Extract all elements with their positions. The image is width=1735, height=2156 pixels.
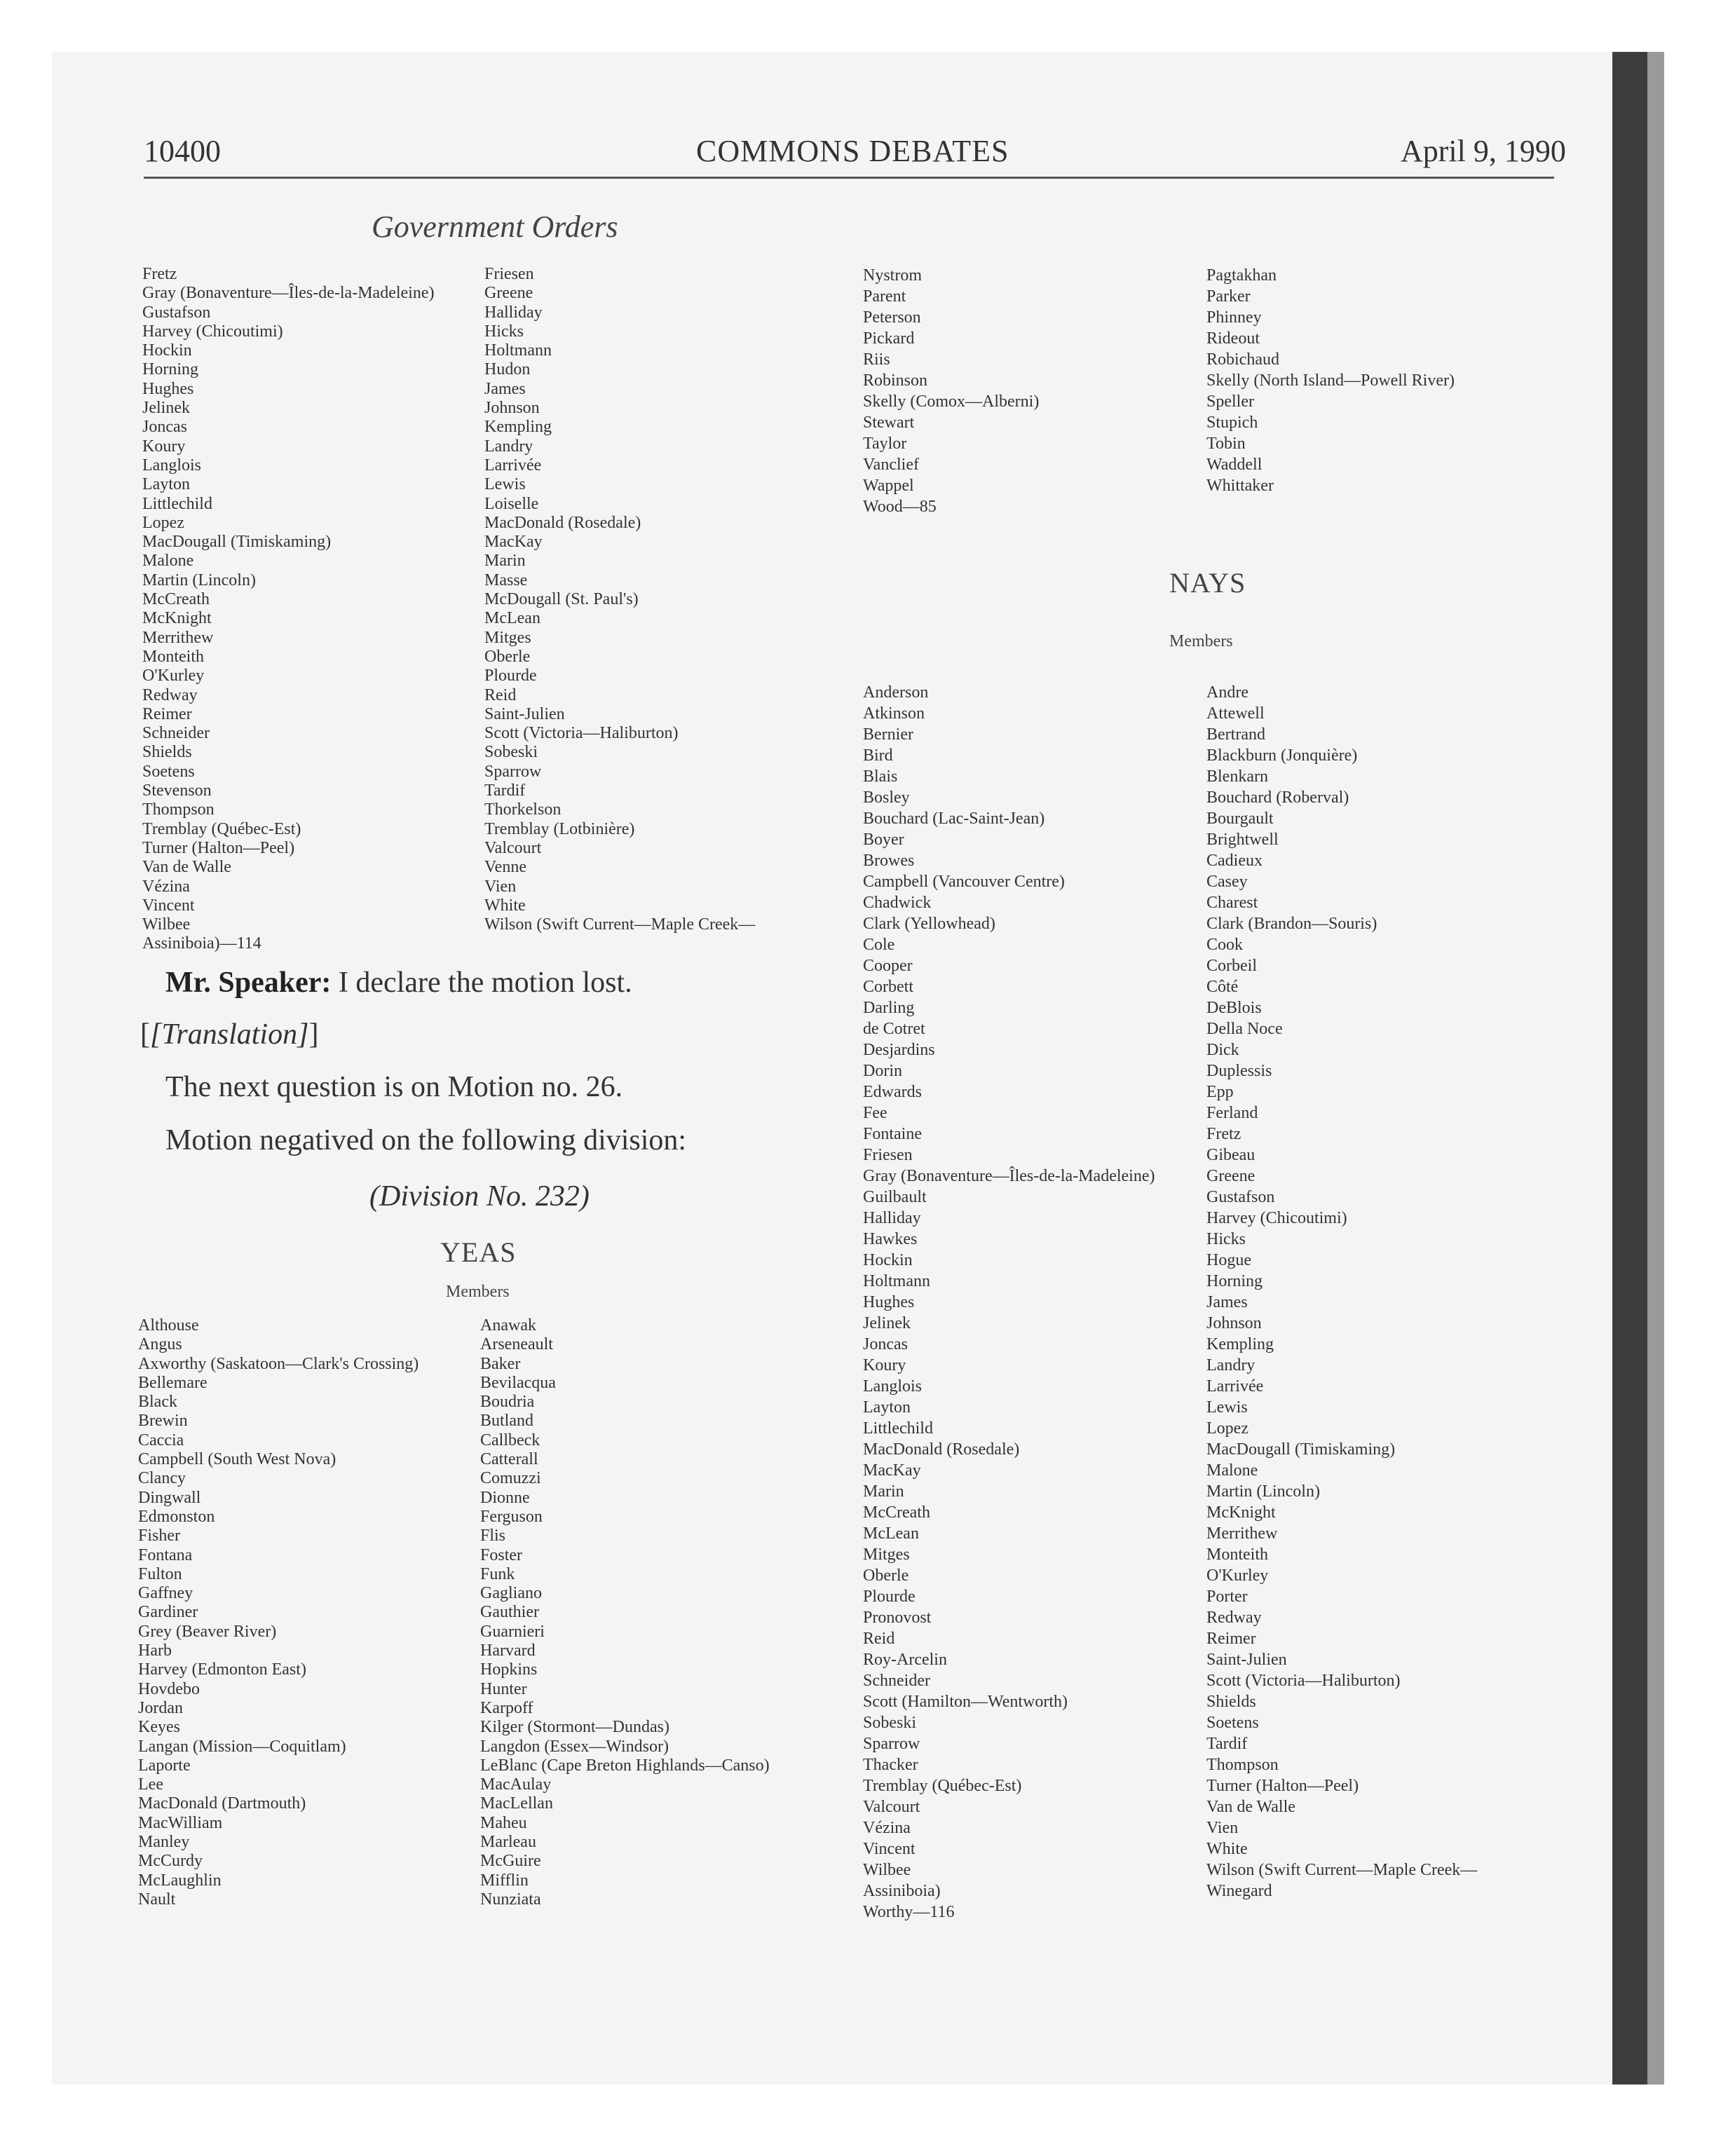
member-name: Boudria	[480, 1393, 535, 1412]
member-name: Cadieux	[1206, 852, 1263, 870]
member-name: Martin (Lincoln)	[1206, 1482, 1320, 1501]
page-number: 10400	[144, 134, 221, 168]
member-name: Stupich	[1206, 414, 1258, 432]
member-name: Manley	[138, 1833, 190, 1852]
member-name: Thompson	[142, 800, 215, 819]
member-name: Gauthier	[480, 1603, 539, 1622]
member-name: O'Kurley	[142, 667, 205, 685]
member-name: Larrivée	[1206, 1377, 1264, 1396]
member-name: Merrithew	[142, 628, 214, 647]
member-name: Langan (Mission—Coquitlam)	[138, 1737, 346, 1756]
member-name: Schneider	[863, 1672, 930, 1690]
member-name: Dick	[1206, 1041, 1239, 1059]
member-name: Vincent	[142, 896, 195, 915]
member-name: Layton	[863, 1398, 911, 1417]
member-name: Layton	[142, 475, 190, 494]
member-name: Bird	[863, 746, 893, 765]
member-name: Brewin	[138, 1412, 188, 1431]
member-name: Anawak	[480, 1316, 536, 1335]
member-name: Thacker	[863, 1756, 918, 1774]
member-name: Sobeski	[484, 743, 538, 762]
member-name: Oberle	[484, 647, 531, 666]
member-name: Fretz	[1206, 1125, 1241, 1143]
member-name: Valcourt	[484, 838, 542, 857]
member-name: Gardiner	[138, 1603, 198, 1622]
member-name: Marin	[863, 1482, 904, 1501]
member-name: Harb	[138, 1642, 172, 1660]
member-name: Arseneault	[480, 1335, 553, 1354]
member-name: Bouchard (Roberval)	[1206, 789, 1349, 807]
member-name: Dionne	[480, 1488, 530, 1507]
member-name: Fisher	[138, 1527, 180, 1546]
member-name: Brightwell	[1206, 831, 1279, 849]
member-name: Langlois	[863, 1377, 922, 1396]
member-name: Stevenson	[142, 782, 212, 800]
member-name: Gaffney	[138, 1584, 193, 1603]
member-name: Caccia	[138, 1431, 184, 1449]
member-name: Reimer	[142, 704, 192, 723]
header-rule	[144, 177, 1554, 179]
member-name: Horning	[1206, 1272, 1263, 1290]
member-name: Skelly (North Island—Powell River)	[1206, 371, 1455, 390]
member-name: Plourde	[863, 1588, 916, 1606]
member-name: Sparrow	[484, 762, 542, 781]
page-edge-shadow	[1612, 52, 1647, 2085]
member-name: Cole	[863, 936, 895, 954]
member-name: Turner (Halton—Peel)	[1206, 1777, 1359, 1795]
member-name: Horning	[142, 360, 198, 379]
member-name: Johnson	[1206, 1314, 1262, 1332]
member-name: Pronovost	[863, 1609, 932, 1627]
member-name: Blackburn (Jonquière)	[1206, 746, 1358, 765]
member-name: Darling	[863, 999, 915, 1017]
member-name: Clark (Yellowhead)	[863, 915, 995, 933]
member-name: Saint-Julien	[484, 704, 565, 723]
publication-date: April 9, 1990	[1401, 134, 1566, 168]
member-name: Della Noce	[1206, 1020, 1283, 1038]
section-title: Government Orders	[372, 210, 618, 244]
member-name: Parent	[863, 287, 906, 306]
member-name: Worthy—116	[863, 1903, 955, 1921]
member-name: Foster	[480, 1546, 522, 1564]
member-name: Halliday	[863, 1209, 921, 1227]
member-name: Rideout	[1206, 329, 1260, 348]
member-name: Hockin	[863, 1251, 913, 1269]
member-name: Holtmann	[484, 341, 552, 360]
member-name: Greene	[484, 284, 533, 303]
member-name: Roy-Arcelin	[863, 1651, 947, 1669]
member-name: Nystrom	[863, 266, 922, 285]
member-name: LeBlanc (Cape Breton Highlands—Canso)	[480, 1756, 770, 1775]
member-name: O'Kurley	[1206, 1567, 1269, 1585]
member-name: Nunziata	[480, 1890, 541, 1909]
member-name: Waddell	[1206, 456, 1263, 474]
member-name: Campbell (South West Nova)	[138, 1450, 336, 1469]
member-name: Thorkelson	[484, 800, 562, 819]
member-name: McCreath	[863, 1503, 930, 1522]
member-name: Reimer	[1206, 1630, 1256, 1648]
member-name: Tobin	[1206, 435, 1246, 453]
member-name: Fee	[863, 1104, 887, 1122]
member-name: Funk	[480, 1564, 515, 1583]
member-name: Gibeau	[1206, 1146, 1256, 1164]
member-name: Hicks	[1206, 1230, 1246, 1248]
prior-yeas-column-4	[1206, 265, 1455, 496]
member-name: Epp	[1206, 1083, 1234, 1101]
member-name: Riis	[863, 350, 890, 369]
member-name: Tardif	[1206, 1735, 1248, 1753]
member-name: Scott (Victoria—Haliburton)	[484, 724, 679, 743]
member-name: Kilger (Stormont—Dundas)	[480, 1718, 669, 1737]
member-name: Nault	[138, 1890, 176, 1909]
member-name: de Cotret	[863, 1020, 925, 1038]
translation-marker: [[Translation]]	[140, 1018, 319, 1051]
member-name: Casey	[1206, 873, 1248, 891]
member-name: Chadwick	[863, 894, 932, 912]
member-name: Redway	[1206, 1609, 1262, 1627]
member-name: Holtmann	[863, 1272, 930, 1290]
member-name: Tardif	[484, 782, 526, 800]
prior-yeas-column-1	[142, 265, 434, 954]
member-name: Larrivée	[484, 456, 542, 475]
member-name: Speller	[1206, 393, 1254, 411]
member-name: Lopez	[142, 513, 184, 532]
member-name: McLean	[863, 1524, 919, 1543]
member-name: Hicks	[484, 322, 524, 341]
prior-yeas-column-3	[863, 265, 1039, 517]
member-name: Edwards	[863, 1083, 922, 1101]
member-name: Côté	[1206, 978, 1239, 996]
member-name: Reid	[484, 685, 517, 704]
speaker-statement	[165, 966, 632, 999]
member-name: Hudon	[484, 360, 531, 379]
member-name: Peterson	[863, 308, 921, 327]
member-name: MacDonald (Rosedale)	[484, 513, 641, 532]
member-name: MacKay	[484, 533, 543, 552]
motion-result-text: Motion negatived on the following division:	[165, 1124, 687, 1157]
member-name: Langdon (Essex—Windsor)	[480, 1737, 669, 1756]
member-name: Mitges	[484, 628, 531, 647]
member-name: Hopkins	[480, 1660, 538, 1679]
member-name: Baker	[480, 1354, 521, 1373]
member-name: Corbeil	[1206, 957, 1257, 975]
member-name: Friesen	[484, 265, 534, 283]
member-name: Browes	[863, 852, 915, 870]
member-name: Van de Walle	[1206, 1798, 1295, 1816]
member-name: Edmonston	[138, 1507, 215, 1526]
member-name: Malone	[142, 552, 194, 571]
member-name: Gagliano	[480, 1584, 542, 1603]
member-name: Littlechild	[863, 1419, 933, 1438]
member-name: Blais	[863, 767, 898, 786]
member-name: Corbett	[863, 978, 913, 996]
member-name: MacLellan	[480, 1794, 553, 1813]
member-name: White	[484, 896, 526, 915]
member-name: Althouse	[138, 1316, 199, 1335]
member-name: Littlechild	[142, 494, 212, 513]
member-name: Andre	[1206, 683, 1248, 702]
member-name: Wilson (Swift Current—Maple Creek—	[1206, 1861, 1478, 1879]
member-name: Landry	[1206, 1356, 1256, 1374]
member-name: Kempling	[1206, 1335, 1274, 1353]
member-name: Halliday	[484, 303, 543, 322]
member-name: Harvey (Edmonton East)	[138, 1660, 306, 1679]
member-name: Sparrow	[863, 1735, 920, 1753]
member-name: Joncas	[142, 418, 187, 437]
member-name: Pickard	[863, 329, 915, 348]
member-name: McCreath	[142, 590, 210, 609]
member-name: Venne	[484, 858, 526, 877]
member-name: Whittaker	[1206, 477, 1274, 495]
member-name: Bosley	[863, 789, 910, 807]
member-name: Atkinson	[863, 704, 925, 723]
member-name: DeBlois	[1206, 999, 1262, 1017]
member-name: Laporte	[138, 1756, 191, 1775]
member-name: Boyer	[863, 831, 904, 849]
member-name: Masse	[484, 571, 528, 589]
member-name: McKnight	[142, 609, 212, 628]
member-name: Scott (Hamilton—Wentworth)	[863, 1693, 1068, 1711]
member-name: Skelly (Comox—Alberni)	[863, 393, 1040, 411]
member-name: Lewis	[1206, 1398, 1248, 1417]
member-name: Charest	[1206, 894, 1258, 912]
member-name: Flis	[480, 1527, 506, 1546]
member-name: Vézina	[142, 877, 190, 896]
member-name: Koury	[142, 437, 186, 456]
member-name: Reid	[863, 1630, 895, 1648]
member-name: Phinney	[1206, 308, 1262, 327]
member-name: Parker	[1206, 287, 1251, 306]
member-name: MacKay	[863, 1461, 921, 1480]
member-name: Wilbee	[142, 915, 191, 934]
member-name: Pagtakhan	[1206, 266, 1277, 285]
member-name: Stewart	[863, 414, 915, 432]
member-name: Shields	[142, 743, 192, 762]
member-name: Guilbault	[863, 1188, 927, 1206]
member-name: Marin	[484, 552, 526, 571]
member-name: Soetens	[1206, 1714, 1259, 1732]
member-name: James	[484, 379, 526, 398]
member-name: Robinson	[863, 371, 928, 390]
member-name: Landry	[484, 437, 533, 456]
member-name: Winegard	[1206, 1882, 1272, 1900]
member-name: MacWilliam	[138, 1813, 223, 1832]
member-name: Catterall	[480, 1450, 538, 1469]
member-name: Axworthy (Saskatoon—Clark's Crossing)	[138, 1354, 419, 1373]
member-name: Jelinek	[863, 1314, 911, 1332]
member-name: MacDonald (Dartmouth)	[138, 1794, 306, 1813]
speaker-label: Mr. Speaker:	[165, 967, 332, 999]
member-name: Bouchard (Lac-Saint-Jean)	[863, 810, 1045, 828]
member-name: Redway	[142, 685, 198, 704]
member-name: Malone	[1206, 1461, 1258, 1480]
member-name: Gray (Bonaventure—Îles-de-la-Madeleine)	[863, 1167, 1155, 1185]
member-name: Harvard	[480, 1642, 536, 1660]
member-name: Ferguson	[480, 1507, 543, 1526]
member-name: Grey (Beaver River)	[138, 1622, 277, 1641]
yeas-heading: YEAS	[440, 1236, 517, 1268]
member-name: Langlois	[142, 456, 201, 475]
member-name: Oberle	[863, 1567, 909, 1585]
member-name: Hogue	[1206, 1251, 1251, 1269]
member-name: Wilson (Swift Current—Maple Creek—	[484, 915, 756, 934]
member-name: Loiselle	[484, 494, 539, 513]
page-edge-margin	[1647, 52, 1664, 2085]
yeas-column-2	[480, 1316, 770, 1909]
member-name: McDougall (St. Paul's)	[484, 590, 639, 609]
division-number: (Division No. 232)	[369, 1180, 590, 1213]
member-name: Jordan	[138, 1698, 183, 1717]
member-name: MacDougall (Timiskaming)	[142, 533, 332, 552]
member-name: Harvey (Chicoutimi)	[142, 322, 283, 341]
member-name: Blenkarn	[1206, 767, 1268, 786]
member-name: Angus	[138, 1335, 182, 1354]
member-name: Scott (Victoria—Haliburton)	[1206, 1672, 1401, 1690]
member-name: Anderson	[863, 683, 929, 702]
member-name: Fontaine	[863, 1125, 922, 1143]
member-name: Taylor	[863, 435, 907, 453]
member-name: Soetens	[142, 762, 195, 781]
member-name: MacDonald (Rosedale)	[863, 1440, 1020, 1459]
member-name: Ferland	[1206, 1104, 1258, 1122]
member-name: Marleau	[480, 1833, 536, 1852]
member-name: James	[1206, 1293, 1248, 1311]
member-name: Bertrand	[1206, 725, 1265, 744]
member-name: Dorin	[863, 1062, 902, 1080]
member-name: Lee	[138, 1775, 163, 1794]
member-name: McKnight	[1206, 1503, 1276, 1522]
nays-members-label: Members	[1169, 632, 1233, 650]
member-name: Guarnieri	[480, 1622, 545, 1641]
member-name: Vien	[1206, 1819, 1239, 1837]
member-name: Harvey (Chicoutimi)	[1206, 1209, 1347, 1227]
member-name: White	[1206, 1840, 1248, 1858]
member-name: Assiniboia)—114	[142, 934, 261, 953]
member-name: Thompson	[1206, 1756, 1279, 1774]
next-question-text: The next question is on Motion no. 26.	[165, 1071, 623, 1103]
member-name: Sobeski	[863, 1714, 917, 1732]
member-name: Vézina	[863, 1819, 911, 1837]
member-name: Butland	[480, 1412, 533, 1431]
member-name: McLean	[484, 609, 540, 628]
member-name: Vincent	[863, 1840, 916, 1858]
member-name: Gray (Bonaventure—Îles-de-la-Madeleine)	[142, 284, 435, 303]
member-name: Friesen	[863, 1146, 913, 1164]
member-name: McLaughlin	[138, 1871, 222, 1890]
nays-column-2	[1206, 682, 1477, 1902]
member-name: Hughes	[863, 1293, 915, 1311]
member-name: Saint-Julien	[1206, 1651, 1287, 1669]
member-name: Comuzzi	[480, 1469, 541, 1488]
member-name: Cook	[1206, 936, 1244, 954]
member-name: Duplessis	[1206, 1062, 1272, 1080]
member-name: Tremblay (Québec-Est)	[142, 819, 301, 838]
member-name: Bernier	[863, 725, 913, 744]
member-name: Tremblay (Québec-Est)	[863, 1777, 1022, 1795]
member-name: Valcourt	[863, 1798, 920, 1816]
member-name: Plourde	[484, 667, 537, 685]
prior-yeas-column-2	[484, 265, 755, 934]
member-name: Keyes	[138, 1718, 180, 1737]
member-name: Mitges	[863, 1546, 910, 1564]
member-name: Clark (Brandon—Souris)	[1206, 915, 1377, 933]
member-name: Johnson	[484, 399, 540, 418]
member-name: Clancy	[138, 1469, 186, 1488]
yeas-column-1	[138, 1316, 419, 1909]
member-name: Jelinek	[142, 399, 190, 418]
member-name: Cooper	[863, 957, 913, 975]
member-name: Desjardins	[863, 1041, 935, 1059]
member-name: Lewis	[484, 475, 526, 494]
member-name: Black	[138, 1393, 177, 1412]
member-name: Assiniboia)	[863, 1882, 941, 1900]
member-name: Tremblay (Lotbinière)	[484, 819, 635, 838]
member-name: Shields	[1206, 1693, 1256, 1711]
member-name: Fulton	[138, 1564, 182, 1583]
member-name: Bourgault	[1206, 810, 1274, 828]
member-name: Hughes	[142, 379, 194, 398]
member-name: McGuire	[480, 1852, 541, 1871]
member-name: Maheu	[480, 1813, 527, 1832]
member-name: Hunter	[480, 1679, 527, 1698]
member-name: Wappel	[863, 477, 914, 495]
member-name: Bellemare	[138, 1373, 207, 1392]
member-name: Gustafson	[1206, 1188, 1275, 1206]
member-name: Fretz	[142, 265, 177, 283]
member-name: Wilbee	[863, 1861, 911, 1879]
member-name: Turner (Halton—Peel)	[142, 838, 295, 857]
member-name: Vanclief	[863, 456, 919, 474]
member-name: Fontana	[138, 1546, 193, 1564]
member-name: Hovdebo	[138, 1679, 200, 1698]
member-name: MacDougall (Timiskaming)	[1206, 1440, 1396, 1459]
publication-title: COMMONS DEBATES	[696, 134, 1009, 168]
member-name: Monteith	[1206, 1546, 1268, 1564]
speaker-text: I declare the motion lost.	[331, 967, 632, 999]
member-name: Hockin	[142, 341, 192, 360]
member-name: Attewell	[1206, 704, 1265, 723]
member-name: Karpoff	[480, 1698, 533, 1717]
member-name: Callbeck	[480, 1431, 540, 1449]
member-name: Porter	[1206, 1588, 1248, 1606]
member-name: Koury	[863, 1356, 906, 1374]
member-name: Van de Walle	[142, 858, 231, 877]
member-name: McCurdy	[138, 1852, 203, 1871]
member-name: Bevilacqua	[480, 1373, 556, 1392]
member-name: Joncas	[863, 1335, 908, 1353]
member-name: Lopez	[1206, 1419, 1248, 1438]
member-name: Robichaud	[1206, 350, 1279, 369]
member-name: Hawkes	[863, 1230, 918, 1248]
member-name: Greene	[1206, 1167, 1256, 1185]
member-name: Kempling	[484, 418, 552, 437]
nays-heading: NAYS	[1169, 567, 1246, 599]
member-name: Schneider	[142, 724, 210, 743]
member-name: Campbell (Vancouver Centre)	[863, 873, 1065, 891]
member-name: Gustafson	[142, 303, 211, 322]
member-name: Vien	[484, 877, 517, 896]
yeas-members-label: Members	[446, 1283, 510, 1301]
member-name: Merrithew	[1206, 1524, 1278, 1543]
member-name: MacAulay	[480, 1775, 552, 1794]
member-name: Dingwall	[138, 1488, 201, 1507]
member-name: Martin (Lincoln)	[142, 571, 256, 589]
member-name: Wood—85	[863, 498, 937, 516]
member-name: Mifflin	[480, 1871, 529, 1890]
member-name: Monteith	[142, 647, 204, 666]
nays-column-1	[863, 682, 1155, 1923]
